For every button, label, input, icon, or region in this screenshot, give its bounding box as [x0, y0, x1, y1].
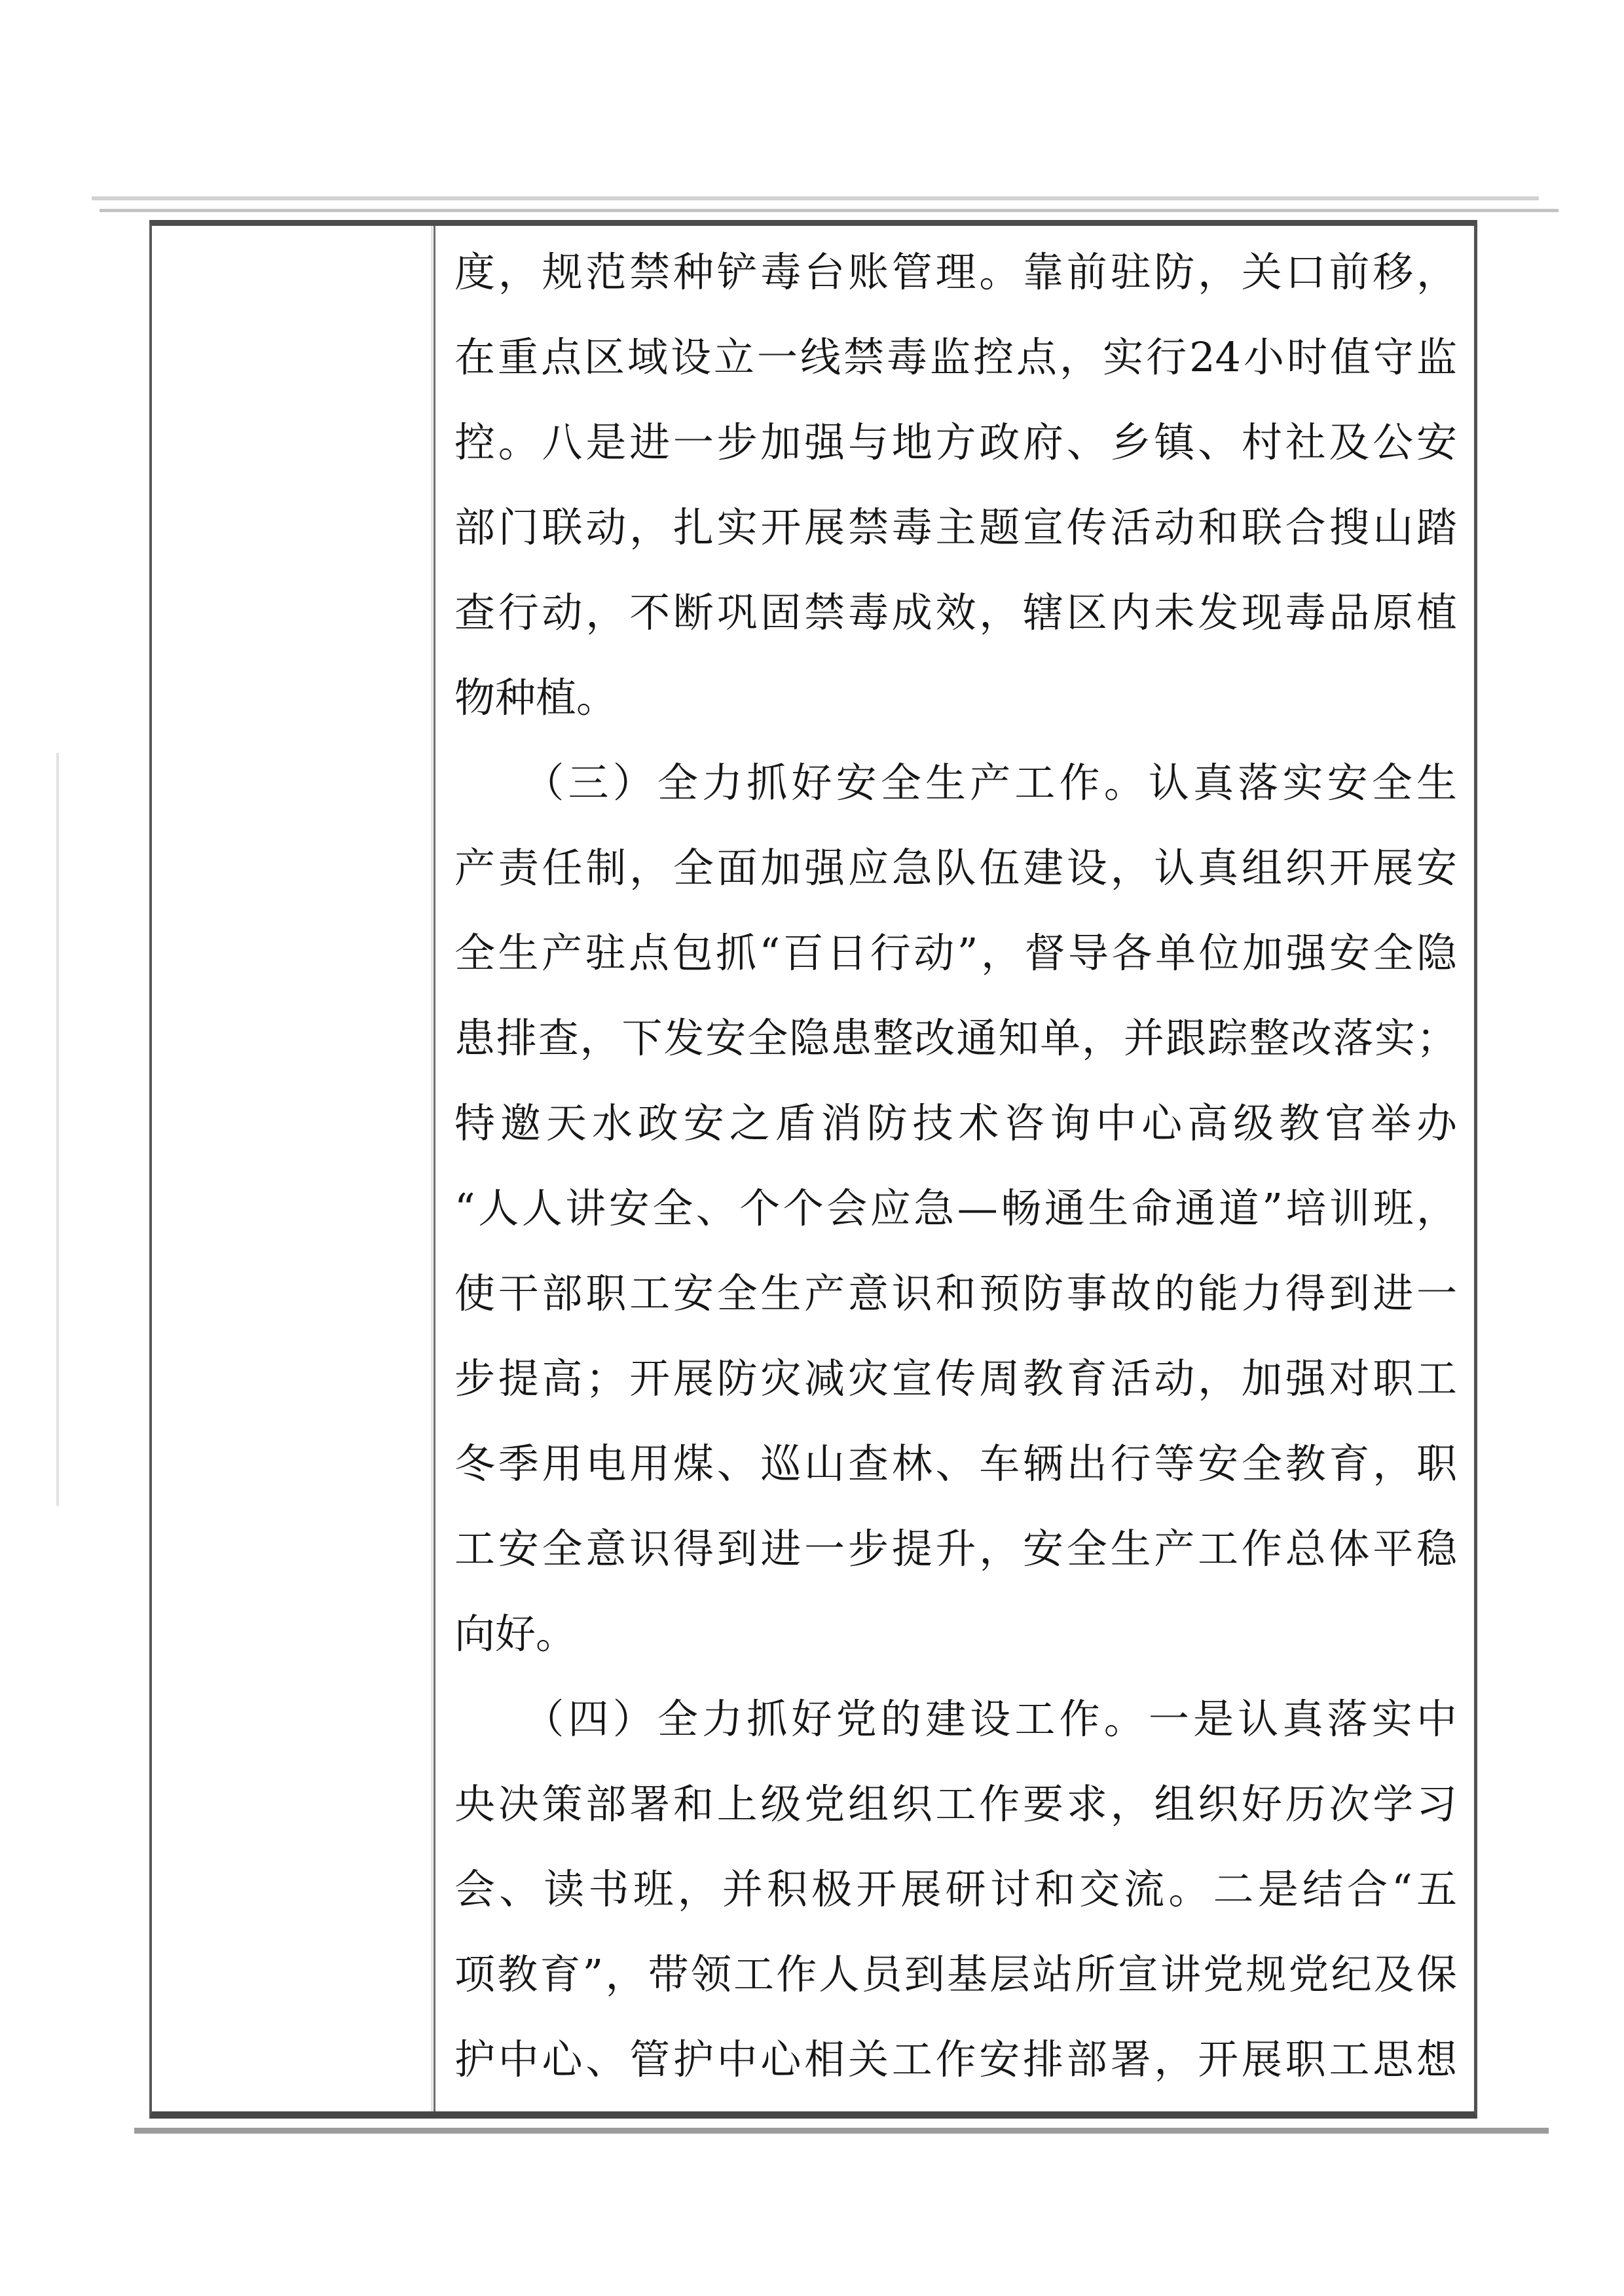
text-line: 物种植。: [454, 674, 618, 721]
text-line: 特邀天水政安之盾消防技术咨询中心高级教官举办: [454, 1099, 1457, 1147]
text-line: 度，规范禁种铲毒台账管理。靠前驻防，关口前移，: [454, 248, 1457, 296]
text-line: 在重点区域设立一线禁毒监控点，实行24小时值守监: [454, 333, 1457, 381]
table-left-cell: [152, 226, 434, 2111]
scan-artifact-line: [134, 2128, 1549, 2134]
text-line: 患排查，下发安全隐患整改通知单，并跟踪整改落实；: [454, 1014, 1457, 1062]
table-right-cell: [435, 226, 1474, 2111]
text-line: 步提高；开展防灾减灾宣传周教育活动，加强对职工: [454, 1355, 1457, 1402]
text-line: 冬季用电用煤、巡山查林、车辆出行等安全教育，职: [454, 1440, 1457, 1487]
text-line: 护中心、管护中心相关工作安排部署，开展职工思想: [454, 2035, 1457, 2083]
text-line: （四）全力抓好党的建设工作。一是认真落实中: [454, 1695, 1457, 1743]
scan-artifact-line: [100, 209, 1559, 212]
text-line: 控。八是进一步加强与地方政府、乡镇、村社及公安: [454, 418, 1457, 466]
text-line: 使干部职工安全生产意识和预防事故的能力得到进一: [454, 1269, 1457, 1317]
scan-artifact-line: [92, 196, 1539, 200]
text-line: 产责任制，全面加强应急队伍建设，认真组织开展安: [454, 844, 1457, 892]
text-line: 向好。: [454, 1610, 577, 1658]
text-line: “人人讲安全、个个会应急—畅通生命通道”培训班，: [454, 1184, 1457, 1232]
text-line: （三）全力抓好安全生产工作。认真落实安全生: [454, 759, 1457, 807]
scan-artifact-line: [56, 753, 59, 1506]
text-line: 全生产驻点包抓“百日行动”，督导各单位加强安全隐: [454, 929, 1457, 977]
text-line: 项教育”，带领工作人员到基层站所宣讲党规党纪及保: [454, 1950, 1457, 1998]
text-line: 查行动，不断巩固禁毒成效，辖区内未发现毒品原植: [454, 589, 1457, 636]
text-line: 工安全意识得到进一步提升，安全生产工作总体平稳: [454, 1525, 1457, 1573]
text-line: 会、读书班，并积极开展研讨和交流。二是结合“五: [454, 1865, 1457, 1913]
text-line: 部门联动，扎实开展禁毒主题宣传活动和联合搜山踏: [454, 503, 1457, 551]
report-table: [149, 220, 1477, 2119]
text-line: 央决策部署和上级党组织工作要求，组织好历次学习: [454, 1780, 1457, 1828]
